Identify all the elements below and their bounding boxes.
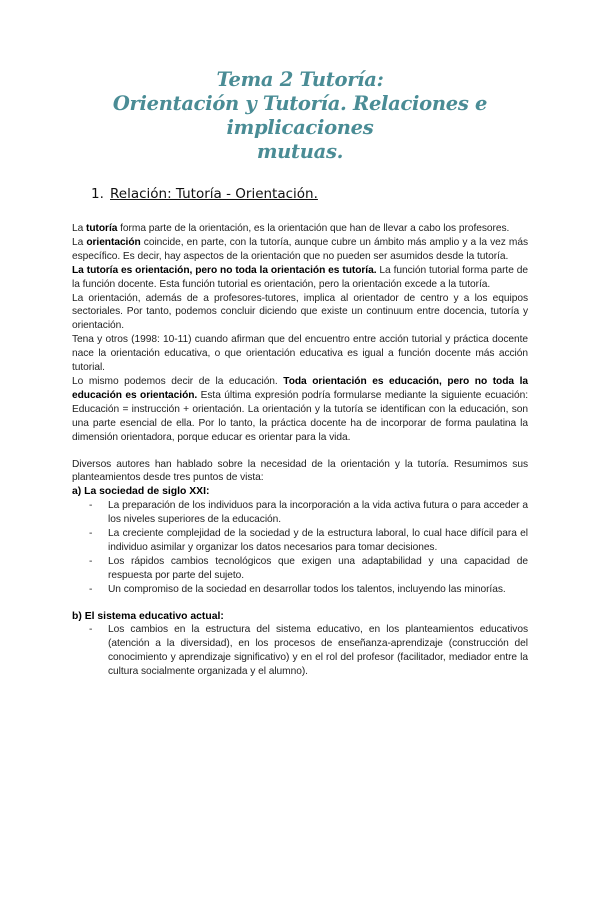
- list-item-text: Un compromiso de la sociedad en desarrollar todos los talentos, incluyendo las minorías.: [108, 583, 506, 595]
- text-run: Lo mismo podemos decir de la educación.: [72, 375, 284, 387]
- dash-bullet: -: [89, 624, 93, 636]
- bold-statement: La tutoría es orientación, pero no toda la orientación es tutoría.: [72, 264, 377, 276]
- document-title: [72, 68, 528, 164]
- list-item-text: Los rápidos cambios tecnológicos que exigen una adaptabilidad y una capacidad de respuesta por parte del sujeto.: [108, 555, 528, 581]
- list-item: [89, 623, 528, 679]
- subheading-sistema-educativo: b) El sistema educativo actual:: [72, 610, 224, 622]
- dash-bullet: -: [89, 555, 93, 567]
- list-sistema-educativo: [72, 623, 528, 679]
- text-run: La: [72, 236, 87, 248]
- text-run: forma parte de la orientación, es la orientación que han de llevar a cabo los profesores.: [117, 223, 510, 234]
- section-title: Relación: Tutoría - Orientación.: [110, 186, 318, 202]
- paragraph-gap: [72, 445, 528, 458]
- title-line-1: Tema 2 Tutoría:: [216, 68, 384, 91]
- paragraph-gap: [72, 597, 528, 610]
- paragraph-diversos-autores: Diversos autores han hablado sobre la necesidad de la orientación y la tutoría. Resumimos sus planteamientos desde tres puntos de vista:: [72, 458, 528, 484]
- document-page: [0, 68, 600, 916]
- dash-bullet: -: [89, 583, 93, 595]
- list-item: [89, 499, 528, 527]
- title-line-2: Orientación y Tutoría. Relaciones e implicaciones: [112, 92, 488, 139]
- text-run: La función tutorial forma parte de la función docente. Esta función tutorial es orientación, pero la orientación excede a la tutoría.: [72, 264, 528, 290]
- paragraph-tena: Tena y otros (1998: 10-11) cuando afirman que del encuentro entre acción tutorial y práctica docente nace la orientación educativa, o que orientación educativa es igual a función docente más acción tutorial.: [72, 334, 528, 374]
- bold-term: orientación: [86, 236, 141, 248]
- text-run: Esta última expresión podría formularse mediante la siguiente ecuación: Educación = instrucción + orientación. La orientación y la tutoría se identifican con la educación, son una parte esencial de ella. Por lo tanto, la práctica docente ha de incorporar de forma paulatina la dimensión orientadora, porque educar es orientar para la vida.: [72, 389, 529, 443]
- list-item-text: La creciente complejidad de la sociedad y de la estructura laboral, lo cual hace difícil para el individuo asimilar y organizar los datos necesarios para tomar decisiones.: [108, 528, 528, 553]
- paragraph-continuum: La orientación, además de a profesores-tutores, implica al orientador de centro y a los equipos sectoriales. Por tanto, podemos concluir diciendo que existe un continuum entre docencia, tutoría y orientación.: [72, 292, 528, 332]
- list-item-text: La preparación de los individuos para la incorporación a la vida activa futura o para acceder a los niveles superiores de la educación.: [108, 500, 528, 526]
- list-item: [89, 527, 528, 555]
- bold-statement: Toda orientación es educación, pero no toda la educación es orientación.: [72, 375, 528, 401]
- subheading-sociedad: a) La sociedad de siglo XXI:: [72, 486, 210, 498]
- paragraph-tutoria-es-orientacion: [72, 264, 528, 292]
- title-line-3: mutuas.: [256, 140, 344, 163]
- section-heading-1: [91, 186, 528, 202]
- dash-bullet: -: [89, 528, 93, 540]
- list-item-text: Los cambios en la estructura del sistema educativo, en los planteamientos educativos (atención a la diversidad), en los procesos de enseñanza-aprendizaje (construcción del conocimiento y aprendizaje significativo) y en el rol del profesor (facilitador, mediador entre la cultura socialmente organizada y el alumno).: [108, 624, 528, 678]
- text-run: La: [72, 223, 87, 234]
- dash-bullet: -: [89, 500, 93, 512]
- paragraph-tutoria: [72, 222, 528, 236]
- list-item: [89, 555, 528, 583]
- text-run: coincide, en parte, con la tutoría, aunque cubre un ámbito más amplio y a la vez más específico. Es decir, hay aspectos de la orientación que no pueden ser asumidos desde la tutoría.: [72, 236, 528, 262]
- bold-term: tutoría: [86, 223, 118, 234]
- list-item: [89, 583, 528, 597]
- paragraph-educacion: [72, 375, 528, 445]
- paragraph-orientacion: [72, 236, 528, 264]
- section-number: 1.: [91, 186, 104, 202]
- list-sociedad: [72, 499, 528, 596]
